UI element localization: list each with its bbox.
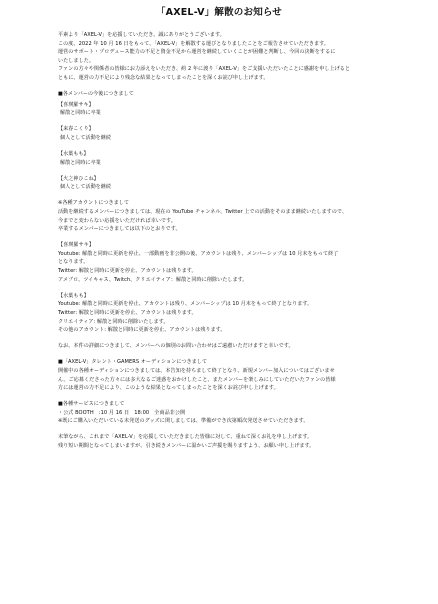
intro-line: 運営のサポート・プロデュース能力の不足と資金不足から運営を継続していくことが困難と判断し、今回の決断をするに [58,49,336,56]
member-block [58,125,380,142]
momo-accounts-line: その他のアカウント: 解散と同時に更新を停止、アカウントは残ります。 [58,327,226,334]
closing-line: 末筆ながら、これまで「AXEL-V」を応援していただきました皆様に対して、重ねて深くお礼を申し上げます。 [58,434,313,441]
member-status: 解散と同時に卒業 [60,159,101,166]
audition-line: ■「AXEL-V」タレント・GAMERS オーディションにつきまして [58,359,208,366]
audition-line: 開催中の各種オーディションにつきましては、本告知を持ちまして終了となり、新規メンバー加入についてはございませ [58,367,335,374]
intro-line: 平素より「AXEL-V」を応援していただき、誠にありがとうございます。 [58,32,225,38]
intro-paragraph [58,31,380,83]
contact-note-line: なお、本件の詳細につきまして、メンバーへの個別のお問い合わせはご遠慮いただけますと幸いです。 [58,343,294,350]
member-block [58,175,380,192]
contact-note [58,342,380,351]
saki-accounts-line: Twitter: 解散と同時に更新を停止、アカウントは残ります。 [58,268,197,275]
saki-accounts [58,241,380,284]
members-heading: ■各メンバーの今後につきまして [58,91,134,98]
closing-line: 残り短い期間となってしまいますが、引き続きメンバーに温かいご声援を賜りますよう、お願い申し上げます。 [58,443,315,450]
page-title: 「AXEL-V」解散のお知らせ [155,7,283,18]
member-name: 【来春こくり】 [58,126,94,133]
accounts-note-line: 今までと変わらない応援をいただければ幸いです。 [58,217,176,224]
accounts-note-line: 活動を継続するメンバーにつきましては、現在の YouTube チャンネル、Twitter 上での活動をそのまま継続いたしますので、 [58,209,348,215]
momo-accounts-line: Youtube: 解散と同時に更新を停止、アカウントは残り、メンバーシップは 10 月末をもって終了となります。 [58,301,313,308]
accounts-note-line: ※各種アカウントにつきまして [58,200,130,207]
audition-line: ん。ご応募くださった方々には多大なるご迷惑をおかけしたこと、またメンバーを楽しみにしていただいたファンの皆様 [58,376,336,383]
saki-accounts-line: アメブロ、ツイキャス、Twitch、クリエイティア：解散と同時に削除いたします。 [58,276,248,283]
member-status: 個人として活動を継続 [60,184,111,191]
closing-paragraph [58,433,380,450]
member-block [58,150,380,167]
saki-accounts-line: 【喜瑛羅サキ】 [58,242,95,249]
member-name: 【火之神ひこね】 [58,175,99,182]
intro-line: ファンの方々や関係者の皆様にお力添えをいただき、約 2 年に渡り「AXEL-V」をご支援いただいたことに感謝を申し上げると [58,66,351,73]
member-block [58,101,380,118]
accounts-note-line: 卒業するメンバーにつきましては以下のとおりです。 [58,226,181,233]
member-name: 【水葉もも】 [58,151,89,158]
momo-accounts-line: クリエイティア: 解散と同時に削除いたします。 [58,318,169,325]
services-line: ※既にご購入いただいている未発送のグッズに関しましては、準備ができ次第順次発送させていただきます。 [58,418,309,425]
audition-section [58,358,380,392]
services-section [58,400,380,426]
saki-accounts-line: Youtube: 解散と同時に更新を停止、一部動画を非公開の後、アカウントは残り、メンバーシップは 10 月末をもって終了 [58,250,339,257]
member-status: 個人として活動を継続 [60,134,111,141]
saki-accounts-line: となります。 [58,259,89,266]
accounts-note [58,199,380,233]
intro-line: ともに、運営の力不足により残念な結果となってしまったことを深くお詫び申し上げます。 [58,74,269,81]
member-name: 【喜瑛羅サキ】 [58,101,94,108]
services-line: ・公式 BOOTH :10 月 16 日 18:00 全商品非公開 [58,409,186,416]
momo-accounts-line: 【水葉もも】 [58,292,89,299]
intro-line: この度、2022 年 10 月 16 日をもって、「AXEL-V」を解散する運びとなりましたことをご報告させていただきます。 [58,40,330,47]
intro-line: いたしました。 [58,57,95,64]
momo-accounts [58,292,380,335]
services-line: ■各種サービスにつきまして [58,401,125,408]
audition-line: 方には運営の力不足により、このような結果となってしまったことを深くお詫び申し上げます。 [58,385,279,392]
momo-accounts-line: Twitter: 解散と同時に更新を停止、アカウントは残ります。 [58,309,197,316]
member-status: 解散と同時に卒業 [60,110,101,117]
